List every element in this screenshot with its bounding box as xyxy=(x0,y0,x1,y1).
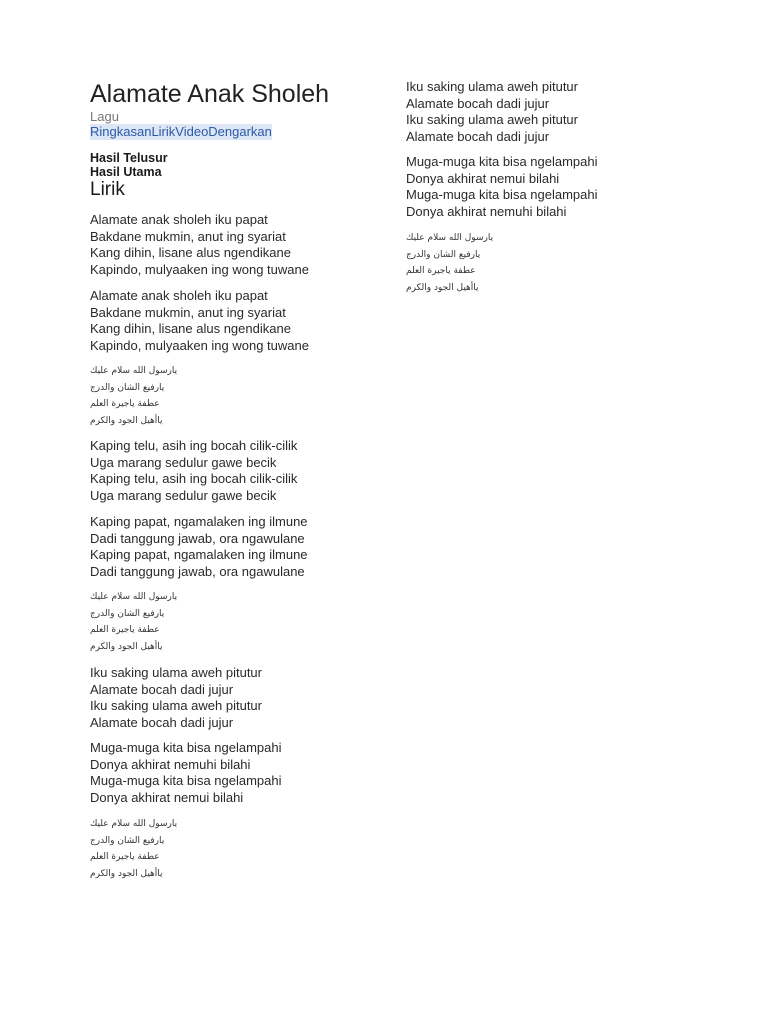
lyric-line: Kapindo, mulyaaken ing wong tuwane xyxy=(90,261,309,277)
lyric-line: Kaping papat, ngamalaken ing ilmune xyxy=(90,547,308,562)
arabic-stanza xyxy=(90,363,177,429)
lyric-line: Muga-muga kita bisa ngelampahi xyxy=(406,154,598,169)
song-subtitle: Lagu xyxy=(90,109,119,124)
tab-dengarkan[interactable]: Dengarkan xyxy=(208,124,272,139)
lyric-line: Alamate anak sholeh iku papat xyxy=(90,288,268,303)
arabic-line: ياأهيل الجود والكرم xyxy=(90,415,163,426)
lyrics-heading: Lirik xyxy=(90,179,125,200)
lyric-line: Kang dihin, lisane alus ngendikane xyxy=(90,245,291,260)
tab-video[interactable]: Video xyxy=(175,124,209,139)
lyric-line: Bakdane mukmin, anut ing syariat xyxy=(90,228,286,244)
song-title: Alamate Anak Sholeh xyxy=(90,80,330,108)
lyric-line: Alamate bocah dadi jujur xyxy=(90,681,234,697)
top-result-label: Hasil Utama xyxy=(90,165,162,179)
lyric-line: Iku saking ulama aweh pitutur xyxy=(90,698,262,713)
lyrics-stanza xyxy=(90,740,282,806)
lyrics-stanza xyxy=(90,514,308,580)
tab-lirik[interactable]: Lirik xyxy=(151,124,176,139)
lyric-line: Uga marang sedulur gawe becik xyxy=(90,487,277,503)
arabic-line: عطفة ياجيرة العلم xyxy=(90,399,160,409)
lyric-line: Iku saking ulama aweh pitutur xyxy=(406,112,578,127)
lyrics-stanza xyxy=(90,438,297,504)
arabic-line: ياأهيل الجود والكرم xyxy=(90,641,163,652)
lyric-line: Dadi tanggung jawab, ora ngawulane xyxy=(90,530,305,546)
lyric-line: Kang dihin, lisane alus ngendikane xyxy=(90,321,291,336)
arabic-line: عطفة ياجيرة العلم xyxy=(90,852,160,862)
lyric-line: Alamate bocah dadi jujur xyxy=(406,95,550,111)
lyrics-stanza xyxy=(406,79,578,145)
lyric-line: Muga-muga kita bisa ngelampahi xyxy=(90,740,282,755)
lyrics-stanza xyxy=(90,212,309,278)
lyric-line: Bakdane mukmin, anut ing syariat xyxy=(90,304,286,320)
arabic-stanza xyxy=(90,589,177,655)
arabic-line: يارفيع الشان والدرج xyxy=(90,835,165,846)
lyrics-stanza xyxy=(406,154,598,220)
arabic-stanza xyxy=(406,230,493,296)
arabic-line: ياأهيل الجود والكرم xyxy=(90,868,163,879)
arabic-line: يارسول الله سلام عليك xyxy=(406,233,494,243)
lyric-line: Donya akhirat nemuhi bilahi xyxy=(406,203,567,219)
lyric-line: Muga-muga kita bisa ngelampahi xyxy=(406,187,598,202)
lyric-line: Kaping papat, ngamalaken ing ilmune xyxy=(90,514,308,529)
lyric-line: Kapindo, mulyaaken ing wong tuwane xyxy=(90,337,309,353)
arabic-line: يارسول الله سلام عليك xyxy=(90,592,178,602)
lyric-line: Donya akhirat nemui bilahi xyxy=(90,789,244,805)
arabic-line: يارفيع الشان والدرج xyxy=(90,382,165,393)
arabic-line: عطفة ياجيرة العلم xyxy=(406,266,476,276)
lyric-line: Donya akhirat nemui bilahi xyxy=(406,170,560,186)
lyric-line: Iku saking ulama aweh pitutur xyxy=(406,79,578,94)
lyric-line: Alamate anak sholeh iku papat xyxy=(90,212,268,227)
lyric-line: Kaping telu, asih ing bocah cilik-cilik xyxy=(90,471,298,486)
lyrics-stanza xyxy=(90,288,309,354)
tab-bar xyxy=(90,124,272,140)
arabic-line: ياأهيل الجود والكرم xyxy=(406,282,479,293)
lyric-line: Alamate bocah dadi jujur xyxy=(90,714,234,730)
lyric-line: Dadi tanggung jawab, ora ngawulane xyxy=(90,563,305,579)
lyric-line: Muga-muga kita bisa ngelampahi xyxy=(90,773,282,788)
lyric-line: Alamate bocah dadi jujur xyxy=(406,128,550,144)
search-results-label: Hasil Telusur xyxy=(90,151,168,165)
arabic-line: يارفيع الشان والدرج xyxy=(90,608,165,619)
lyric-line: Uga marang sedulur gawe becik xyxy=(90,454,277,470)
arabic-line: يارسول الله سلام عليك xyxy=(90,366,178,376)
tab-ringkasan[interactable]: Ringkasan xyxy=(90,124,152,139)
arabic-line: يارفيع الشان والدرج xyxy=(406,249,481,260)
lyrics-stanza xyxy=(90,665,262,731)
arabic-line: عطفة ياجيرة العلم xyxy=(90,625,160,635)
lyric-line: Kaping telu, asih ing bocah cilik-cilik xyxy=(90,438,298,453)
arabic-stanza xyxy=(90,816,177,882)
lyric-line: Iku saking ulama aweh pitutur xyxy=(90,665,262,680)
arabic-line: يارسول الله سلام عليك xyxy=(90,819,178,829)
lyric-line: Donya akhirat nemuhi bilahi xyxy=(90,756,251,772)
